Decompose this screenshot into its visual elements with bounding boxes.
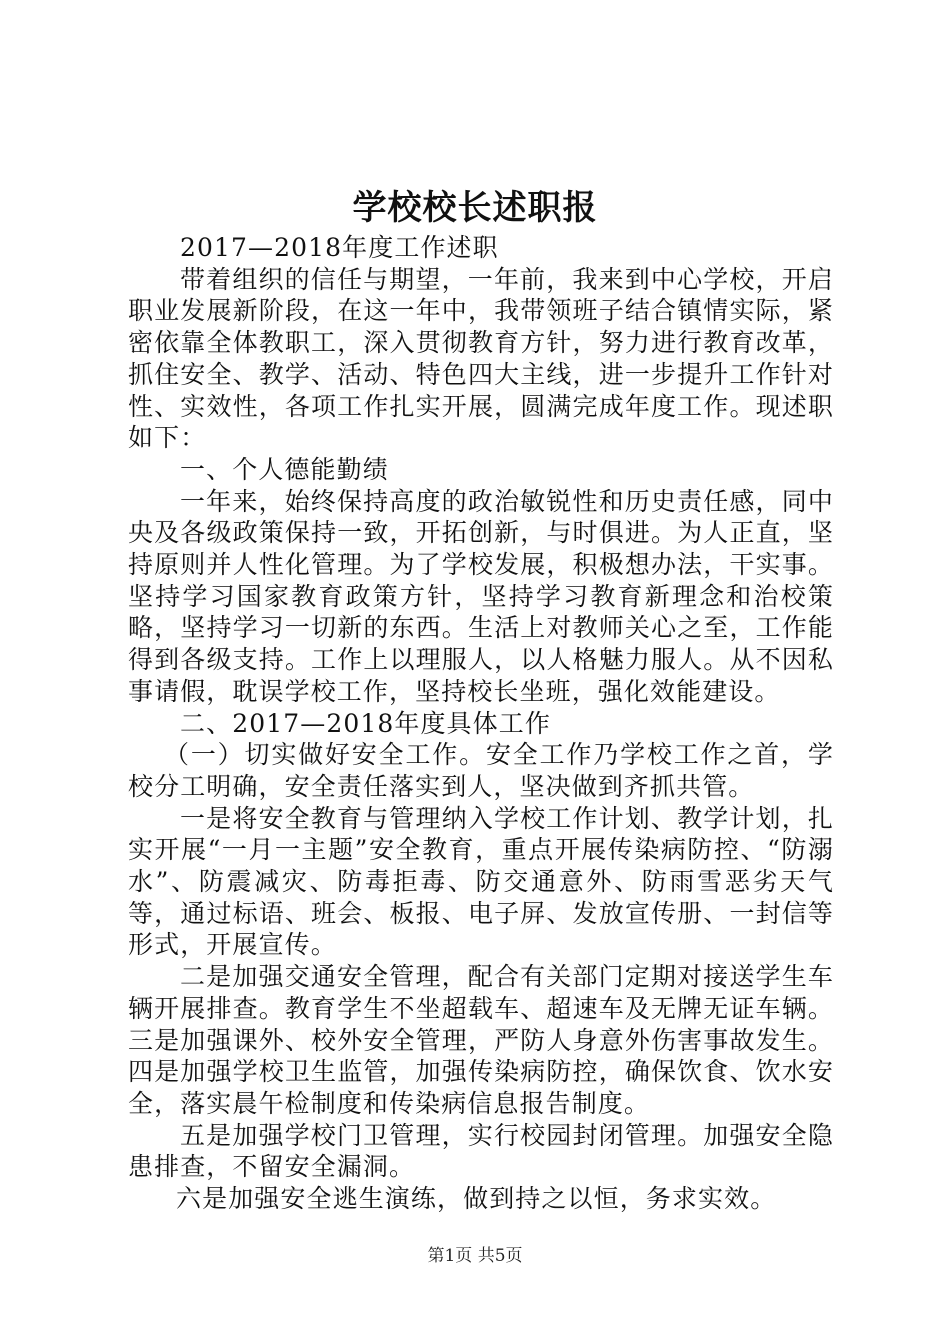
page-number: 第1页 共5页 xyxy=(427,1246,523,1266)
document-body xyxy=(128,232,834,1215)
section-heading-work: 二、2017—2018年度具体工作 xyxy=(180,708,551,738)
paragraph-safety-6: 六是加强安全逃生演练，做到持之以恒，务求实效。 xyxy=(176,1184,777,1214)
paragraph-subtitle: 2017—2018年度工作述职 xyxy=(180,233,499,262)
section-heading-personal: 一、个人德能勤绩 xyxy=(180,454,389,484)
paragraph-intro: 带着组织的信任与期望，一年前，我来到中心学校，开启职业发展新阶段，在这一年中，我带领班子结合镇情实际，紧密依靠全体教职工，深入贯彻教育方针，努力进行教育改革，抓住安全、教学、活动、特色四大主线，进一步提升工作针对性、实效性，各项工作扎实开展，圆满完成年度工作。现述职如下： xyxy=(128,264,834,453)
paragraph-safety-5: 五是加强学校门卫管理，实行校园封闭管理。加强安全隐患排查，不留安全漏洞。 xyxy=(128,1120,834,1182)
paragraph-safety-2: 二是加强交通安全管理，配合有关部门定期对接送学生车辆开展排查。教育学生不坐超载车、超速车及无牌无证车辆。三是加强课外、校外安全管理，严防人身意外伤害事故发生。四是加强学校卫生监管，加强传染病防控，确保饮食、饮水安全，落实晨午检制度和传染病信息报告制度。 xyxy=(128,962,834,1118)
paragraph-safety-1: 一是将安全教育与管理纳入学校工作计划、教学计划，扎实开展“一月一主题”安全教育，重点开展传染病防控、“防溺水”、防震减灾、防毒拒毒、防交通意外、防雨雪恶劣天气等，通过标语、班会、板报、电子屏、发放宣传册、一封信等形式，开展宣传。 xyxy=(128,803,834,960)
paragraph-personal: 一年来，始终保持高度的政治敏锐性和历史责任感，同中央及各级政策保持一致，开拓创新，与时俱进。为人正直，坚持原则并人性化管理。为了学校发展，积极想办法，干实事。坚持学习国家教育政策方针，坚持学习教育新理念和治校策略，坚持学习一切新的东西。生活上对教师关心之至，工作能得到各级支持。工作上以理服人，以人格魅力服人。从不因私事请假，耽误学校工作，坚持校长坐班，强化效能建设。 xyxy=(128,486,834,706)
paragraph-safety-summary: （一）切实做好安全工作。安全工作乃学校工作之首，学校分工明确，安全责任落实到人，坚决做到齐抓共管。 xyxy=(128,740,834,801)
document-title: 学校校长述职报 xyxy=(352,188,598,228)
